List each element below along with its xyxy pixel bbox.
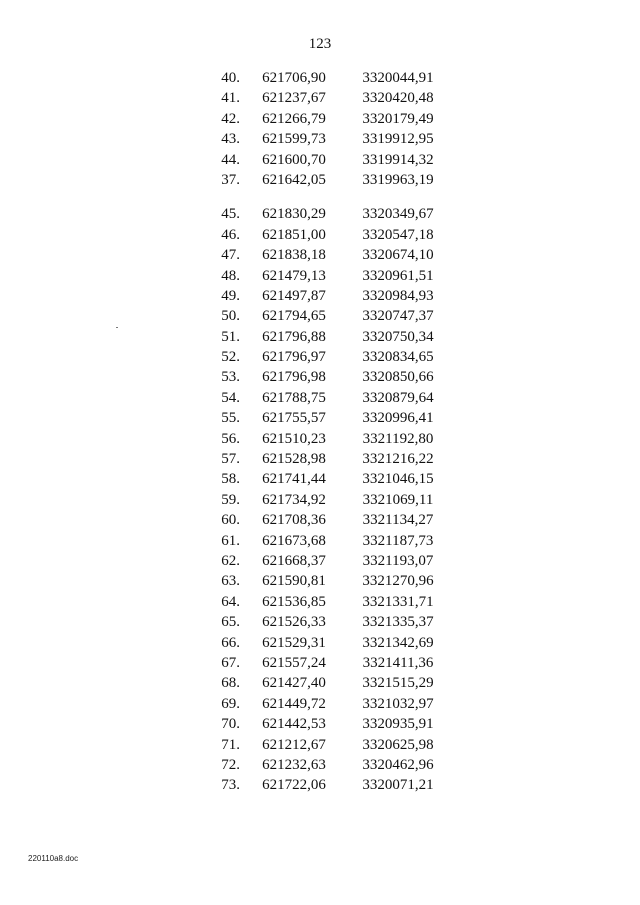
point-number-cell: 54.: [221, 389, 240, 406]
x-coordinate-cell: 621788,75: [262, 389, 326, 406]
y-coordinate-cell: 3320349,67: [362, 206, 434, 223]
point-number-cell: 61.: [221, 532, 240, 549]
table-row: [190, 206, 450, 226]
table-row: [190, 737, 450, 757]
y-coordinate-cell: 3319914,32: [362, 151, 434, 168]
x-coordinate-cell: 621722,06: [262, 777, 326, 794]
x-coordinate-cell: 621536,85: [262, 593, 326, 610]
table-row: [190, 349, 450, 369]
x-coordinate-cell: 621600,70: [262, 151, 326, 168]
point-number-cell: 64.: [221, 593, 240, 610]
y-coordinate-cell: 3319963,19: [362, 171, 434, 188]
point-number-cell: 53.: [221, 369, 240, 386]
point-number-cell: 42.: [221, 110, 240, 127]
point-number-cell: 51.: [221, 328, 240, 345]
y-coordinate-cell: 3321515,29: [362, 675, 434, 692]
x-coordinate-cell: 621526,33: [262, 614, 326, 631]
y-coordinate-cell: 3321216,22: [362, 451, 434, 468]
table-row: [190, 614, 450, 634]
point-number-cell: 70.: [221, 716, 240, 733]
table-row: [190, 512, 450, 532]
y-coordinate-cell: 3321411,36: [362, 654, 434, 671]
table-row: [190, 152, 450, 172]
table-row: [190, 716, 450, 736]
scan-artifact: [116, 327, 118, 328]
table-row: [190, 70, 450, 90]
x-coordinate-cell: 621528,98: [262, 451, 326, 468]
table-row: [190, 777, 450, 797]
x-coordinate-cell: 621755,57: [262, 410, 326, 427]
point-number-cell: 52.: [221, 349, 240, 366]
x-coordinate-cell: 621708,36: [262, 512, 326, 529]
point-number-cell: 60.: [221, 512, 240, 529]
table-row: [190, 573, 450, 593]
point-number-cell: 45.: [221, 206, 240, 223]
point-number-cell: 68.: [221, 675, 240, 692]
table-row: [190, 288, 450, 308]
table-row: [190, 471, 450, 491]
x-coordinate-cell: 621557,24: [262, 654, 326, 671]
y-coordinate-cell: 3321046,15: [362, 471, 434, 488]
y-coordinate-cell: 3320747,37: [362, 308, 434, 325]
point-number-cell: 71.: [221, 736, 240, 753]
y-coordinate-cell: 3321192,80: [362, 430, 434, 447]
point-number-cell: 56.: [221, 430, 240, 447]
table-row: [190, 533, 450, 553]
table-row: [190, 675, 450, 695]
x-coordinate-cell: 621830,29: [262, 206, 326, 223]
table-row: [190, 329, 450, 349]
x-coordinate-cell: 621796,97: [262, 349, 326, 366]
x-coordinate-cell: 621851,00: [262, 226, 326, 243]
table-row: [190, 696, 450, 716]
y-coordinate-cell: 3320935,91: [362, 716, 434, 733]
x-coordinate-cell: 621212,67: [262, 736, 326, 753]
point-number-cell: 62.: [221, 552, 240, 569]
y-coordinate-cell: 3320834,65: [362, 349, 434, 366]
table-row: [190, 492, 450, 512]
table-row: [190, 131, 450, 151]
y-coordinate-cell: 3320984,93: [362, 287, 434, 304]
point-number-cell: 50.: [221, 308, 240, 325]
point-number-cell: 37.: [221, 171, 240, 188]
x-coordinate-cell: 621706,90: [262, 70, 326, 86]
point-number-cell: 46.: [221, 226, 240, 243]
table-row: [190, 247, 450, 267]
point-number-cell: 65.: [221, 614, 240, 631]
point-number-cell: 63.: [221, 573, 240, 590]
x-coordinate-cell: 621673,68: [262, 532, 326, 549]
x-coordinate-cell: 621838,18: [262, 247, 326, 264]
point-number-cell: 47.: [221, 247, 240, 264]
point-number-cell: 40.: [221, 70, 240, 86]
y-coordinate-cell: 3321193,07: [362, 552, 434, 569]
footer-filename: 220110a8.doc: [28, 854, 79, 863]
x-coordinate-cell: 621497,87: [262, 287, 326, 304]
x-coordinate-cell: 621599,73: [262, 131, 326, 148]
point-number-cell: 69.: [221, 695, 240, 712]
point-number-cell: 67.: [221, 654, 240, 671]
table-row: [190, 757, 450, 777]
x-coordinate-cell: 621796,88: [262, 328, 326, 345]
table-row: [190, 635, 450, 655]
y-coordinate-cell: 3321069,11: [362, 491, 434, 508]
x-coordinate-cell: 621796,98: [262, 369, 326, 386]
x-coordinate-cell: 621529,31: [262, 634, 326, 651]
y-coordinate-cell: 3320750,34: [362, 328, 434, 345]
x-coordinate-cell: 621237,67: [262, 90, 326, 107]
page-number: 123: [308, 36, 332, 52]
x-coordinate-cell: 621734,92: [262, 491, 326, 508]
y-coordinate-cell: 3321335,37: [362, 614, 434, 631]
y-coordinate-cell: 3321331,71: [362, 593, 434, 610]
point-number-cell: 44.: [221, 151, 240, 168]
table-row: [190, 227, 450, 247]
point-number-cell: 43.: [221, 131, 240, 148]
x-coordinate-cell: 621449,72: [262, 695, 326, 712]
table-row: [190, 111, 450, 131]
table-row: [190, 431, 450, 451]
y-coordinate-cell: 3320850,66: [362, 369, 434, 386]
table-row: [190, 308, 450, 328]
y-coordinate-cell: 3320420,48: [362, 90, 434, 107]
table-row: [190, 655, 450, 675]
point-number-cell: 49.: [221, 287, 240, 304]
y-coordinate-cell: 3320674,10: [362, 247, 434, 264]
table-row: [190, 451, 450, 471]
table-row: [190, 594, 450, 614]
x-coordinate-cell: 621266,79: [262, 110, 326, 127]
y-coordinate-cell: 3321187,73: [362, 532, 434, 549]
x-coordinate-cell: 621794,65: [262, 308, 326, 325]
y-coordinate-cell: 3321134,27: [362, 512, 434, 529]
y-coordinate-cell: 3320044,91: [362, 70, 434, 86]
y-coordinate-cell: 3320625,98: [362, 736, 434, 753]
x-coordinate-cell: 621232,63: [262, 756, 326, 773]
point-number-cell: 41.: [221, 90, 240, 107]
table-row: [190, 553, 450, 573]
y-coordinate-cell: 3321032,97: [362, 695, 434, 712]
table-row: [190, 172, 450, 192]
y-coordinate-cell: 3320179,49: [362, 110, 434, 127]
table-row: [190, 410, 450, 430]
y-coordinate-cell: 3320547,18: [362, 226, 434, 243]
y-coordinate-cell: 3320071,21: [362, 777, 434, 794]
y-coordinate-cell: 3320879,64: [362, 389, 434, 406]
point-number-cell: 66.: [221, 634, 240, 651]
table-row: [190, 390, 450, 410]
point-number-cell: 48.: [221, 267, 240, 284]
table-row: [190, 369, 450, 389]
x-coordinate-cell: 621741,44: [262, 471, 326, 488]
y-coordinate-cell: 3319912,95: [362, 131, 434, 148]
y-coordinate-cell: 3320996,41: [362, 410, 434, 427]
x-coordinate-cell: 621442,53: [262, 716, 326, 733]
point-number-cell: 59.: [221, 491, 240, 508]
y-coordinate-cell: 3320462,96: [362, 756, 434, 773]
table-row: [190, 268, 450, 288]
y-coordinate-cell: 3321342,69: [362, 634, 434, 651]
point-number-cell: 55.: [221, 410, 240, 427]
y-coordinate-cell: 3320961,51: [362, 267, 434, 284]
coordinate-table: [190, 70, 450, 798]
y-coordinate-cell: 3321270,96: [362, 573, 434, 590]
x-coordinate-cell: 621479,13: [262, 267, 326, 284]
point-number-cell: 58.: [221, 471, 240, 488]
x-coordinate-cell: 621427,40: [262, 675, 326, 692]
point-number-cell: 73.: [221, 777, 240, 794]
x-coordinate-cell: 621590,81: [262, 573, 326, 590]
point-number-cell: 72.: [221, 756, 240, 773]
table-row: [190, 90, 450, 110]
point-number-cell: 57.: [221, 451, 240, 468]
x-coordinate-cell: 621510,23: [262, 430, 326, 447]
x-coordinate-cell: 621668,37: [262, 552, 326, 569]
x-coordinate-cell: 621642,05: [262, 171, 326, 188]
